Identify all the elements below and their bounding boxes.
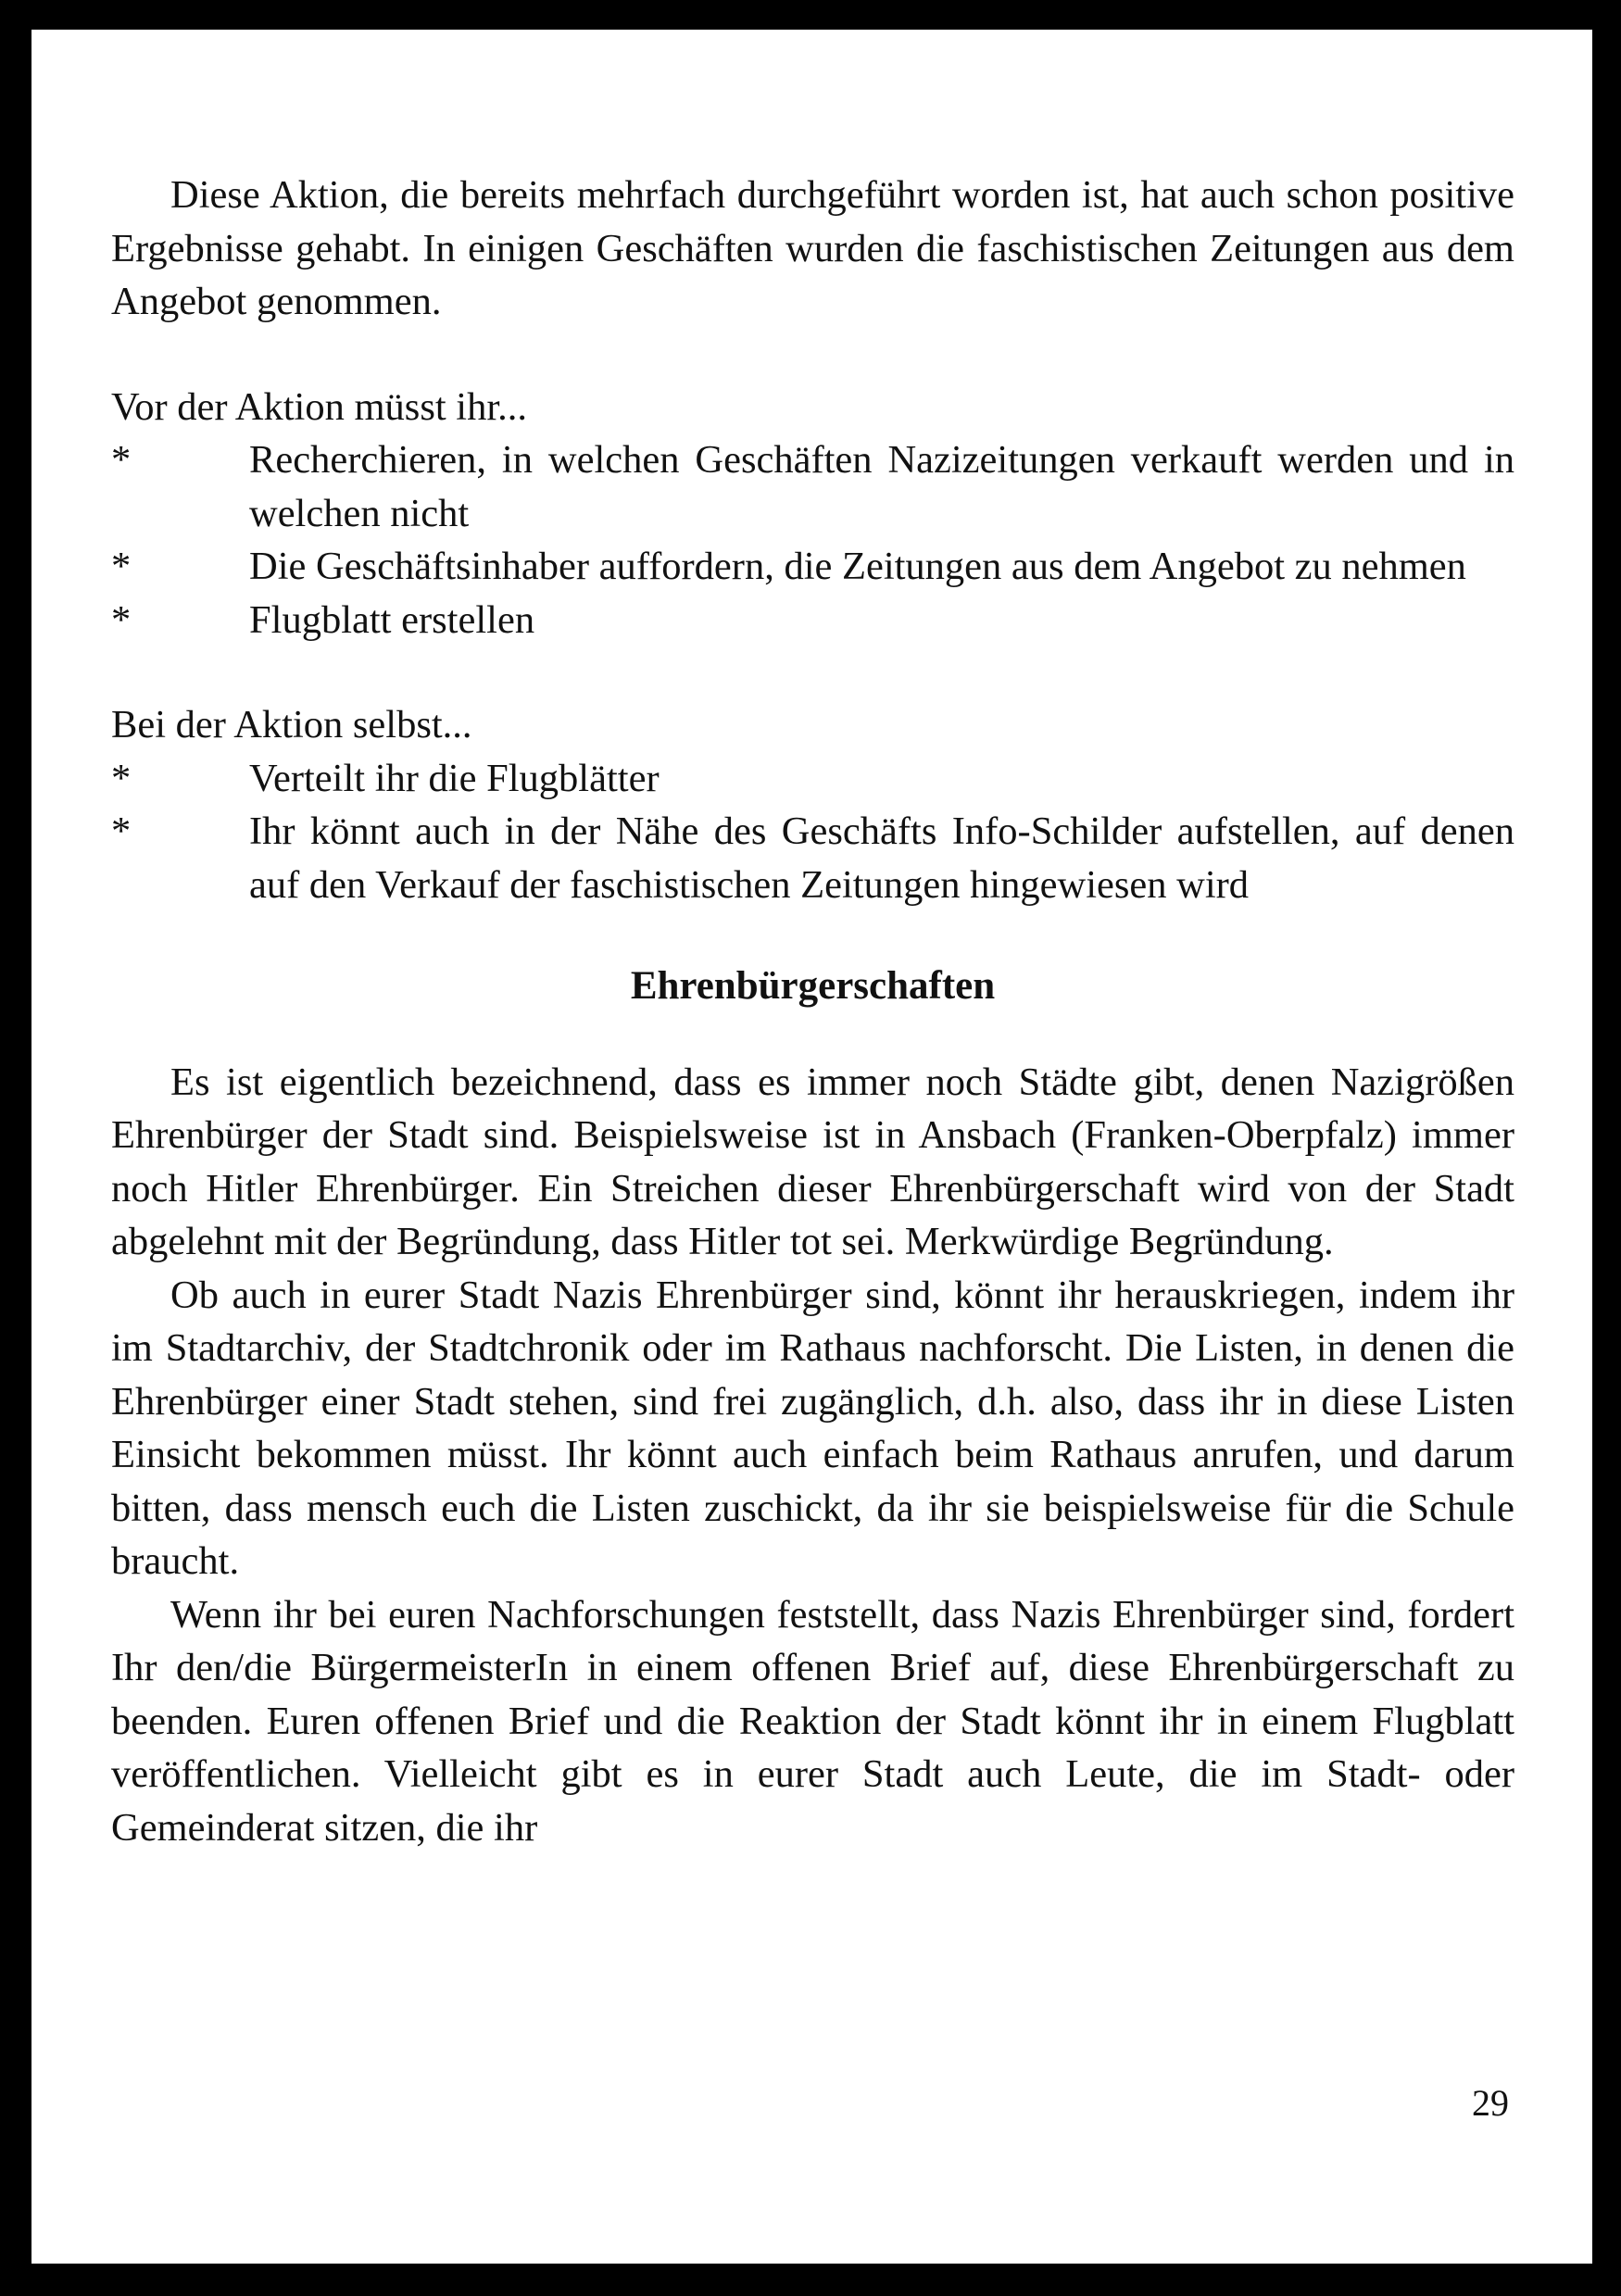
bullet-star-icon: *: [111, 438, 132, 482]
section-heading: Ehrenbürgerschaften: [630, 964, 996, 1008]
intro-paragraph: Diese Aktion, die bereits mehrfach durchgeführt worden ist, hat auch schon positive Ergebnisse gehabt. In einigen Geschäften wurden die faschistischen Zeitungen aus dem Angebot genommen.: [111, 173, 1514, 323]
list-item-text: Verteilt ihr die Flugblätter: [249, 756, 660, 800]
paragraph-gap: [111, 329, 1514, 381]
before-action-list: [111, 433, 1514, 646]
list-item: [111, 433, 1514, 540]
list-item-text: Recherchieren, in welchen Geschäften Nazizeitungen verkauft werden und in welchen nicht: [249, 438, 1514, 535]
list-item-text: Die Geschäftsinhaber auffordern, die Zeitungen aus dem Angebot zu nehmen: [249, 545, 1466, 588]
page-number: 29: [1472, 2082, 1509, 2124]
list-item: [111, 594, 1514, 647]
list-item-text: Ihr könnt auch in der Nähe des Geschäfts Info-Schilder aufstellen, auf denen auf den Verkauf der faschistischen Zeitungen hingewiesen wird: [249, 809, 1514, 907]
body-paragraph: Wenn ihr bei euren Nachforschungen feststellt, dass Nazis Ehrenbürger sind, fordert Ihr den/die BürgermeisterIn in einem offenen Brief auf, diese Ehrenbürgerschaft zu beenden. Euren offenen Brief und die Reaktion der Stadt könnt ihr in einem Flugblatt veröffentlichen. Vielleicht gibt es in eurer Stadt auch Leute, die im Stadt- oder Gemeinderat sitzen, die ihr: [111, 1592, 1514, 1850]
page-content: [111, 169, 1514, 1854]
bullet-star-icon: *: [111, 756, 132, 800]
paragraph-gap: [111, 646, 1514, 698]
during-action-list: [111, 752, 1514, 912]
list-item-text: Flugblatt erstellen: [249, 597, 535, 642]
list-item: [111, 540, 1514, 594]
before-action-heading: Vor der Aktion müsst ihr...: [111, 384, 528, 429]
list-item: [111, 752, 1514, 806]
bullet-star-icon: *: [111, 545, 132, 588]
list-item: [111, 805, 1514, 911]
document-page: [31, 30, 1592, 2264]
during-action-heading: Bei der Aktion selbst...: [111, 703, 472, 747]
bullet-star-icon: *: [111, 809, 132, 853]
bullet-star-icon: *: [111, 597, 132, 642]
body-paragraph: Es ist eigentlich bezeichnend, dass es immer noch Städte gibt, denen Nazigrößen Ehrenbürger der Stadt sind. Beispielsweise ist in Ansbach (Franken-Oberpfalz) immer noch Hitler Ehrenbürger. Ein Streichen dieser Ehrenbürgerschaft wird von der Stadt abgelehnt mit der Begründung, dass Hitler tot sei. Merkwürdige Begründung.: [111, 1060, 1514, 1263]
body-paragraph: Ob auch in eurer Stadt Nazis Ehrenbürger sind, könnt ihr herauskriegen, indem ihr im Stadtarchiv, der Stadtchronik oder im Rathaus nachforscht. Die Listen, in denen die Ehrenbürger einer Stadt stehen, sind frei zugänglich, d.h. also, dass ihr in diese Listen Einsicht bekommen müsst. Ihr könnt auch einfach beim Rathaus anrufen, und darum bitten, dass mensch euch die Listen zuschickt, da ihr sie beispielsweise für die Schule braucht.: [111, 1273, 1514, 1583]
